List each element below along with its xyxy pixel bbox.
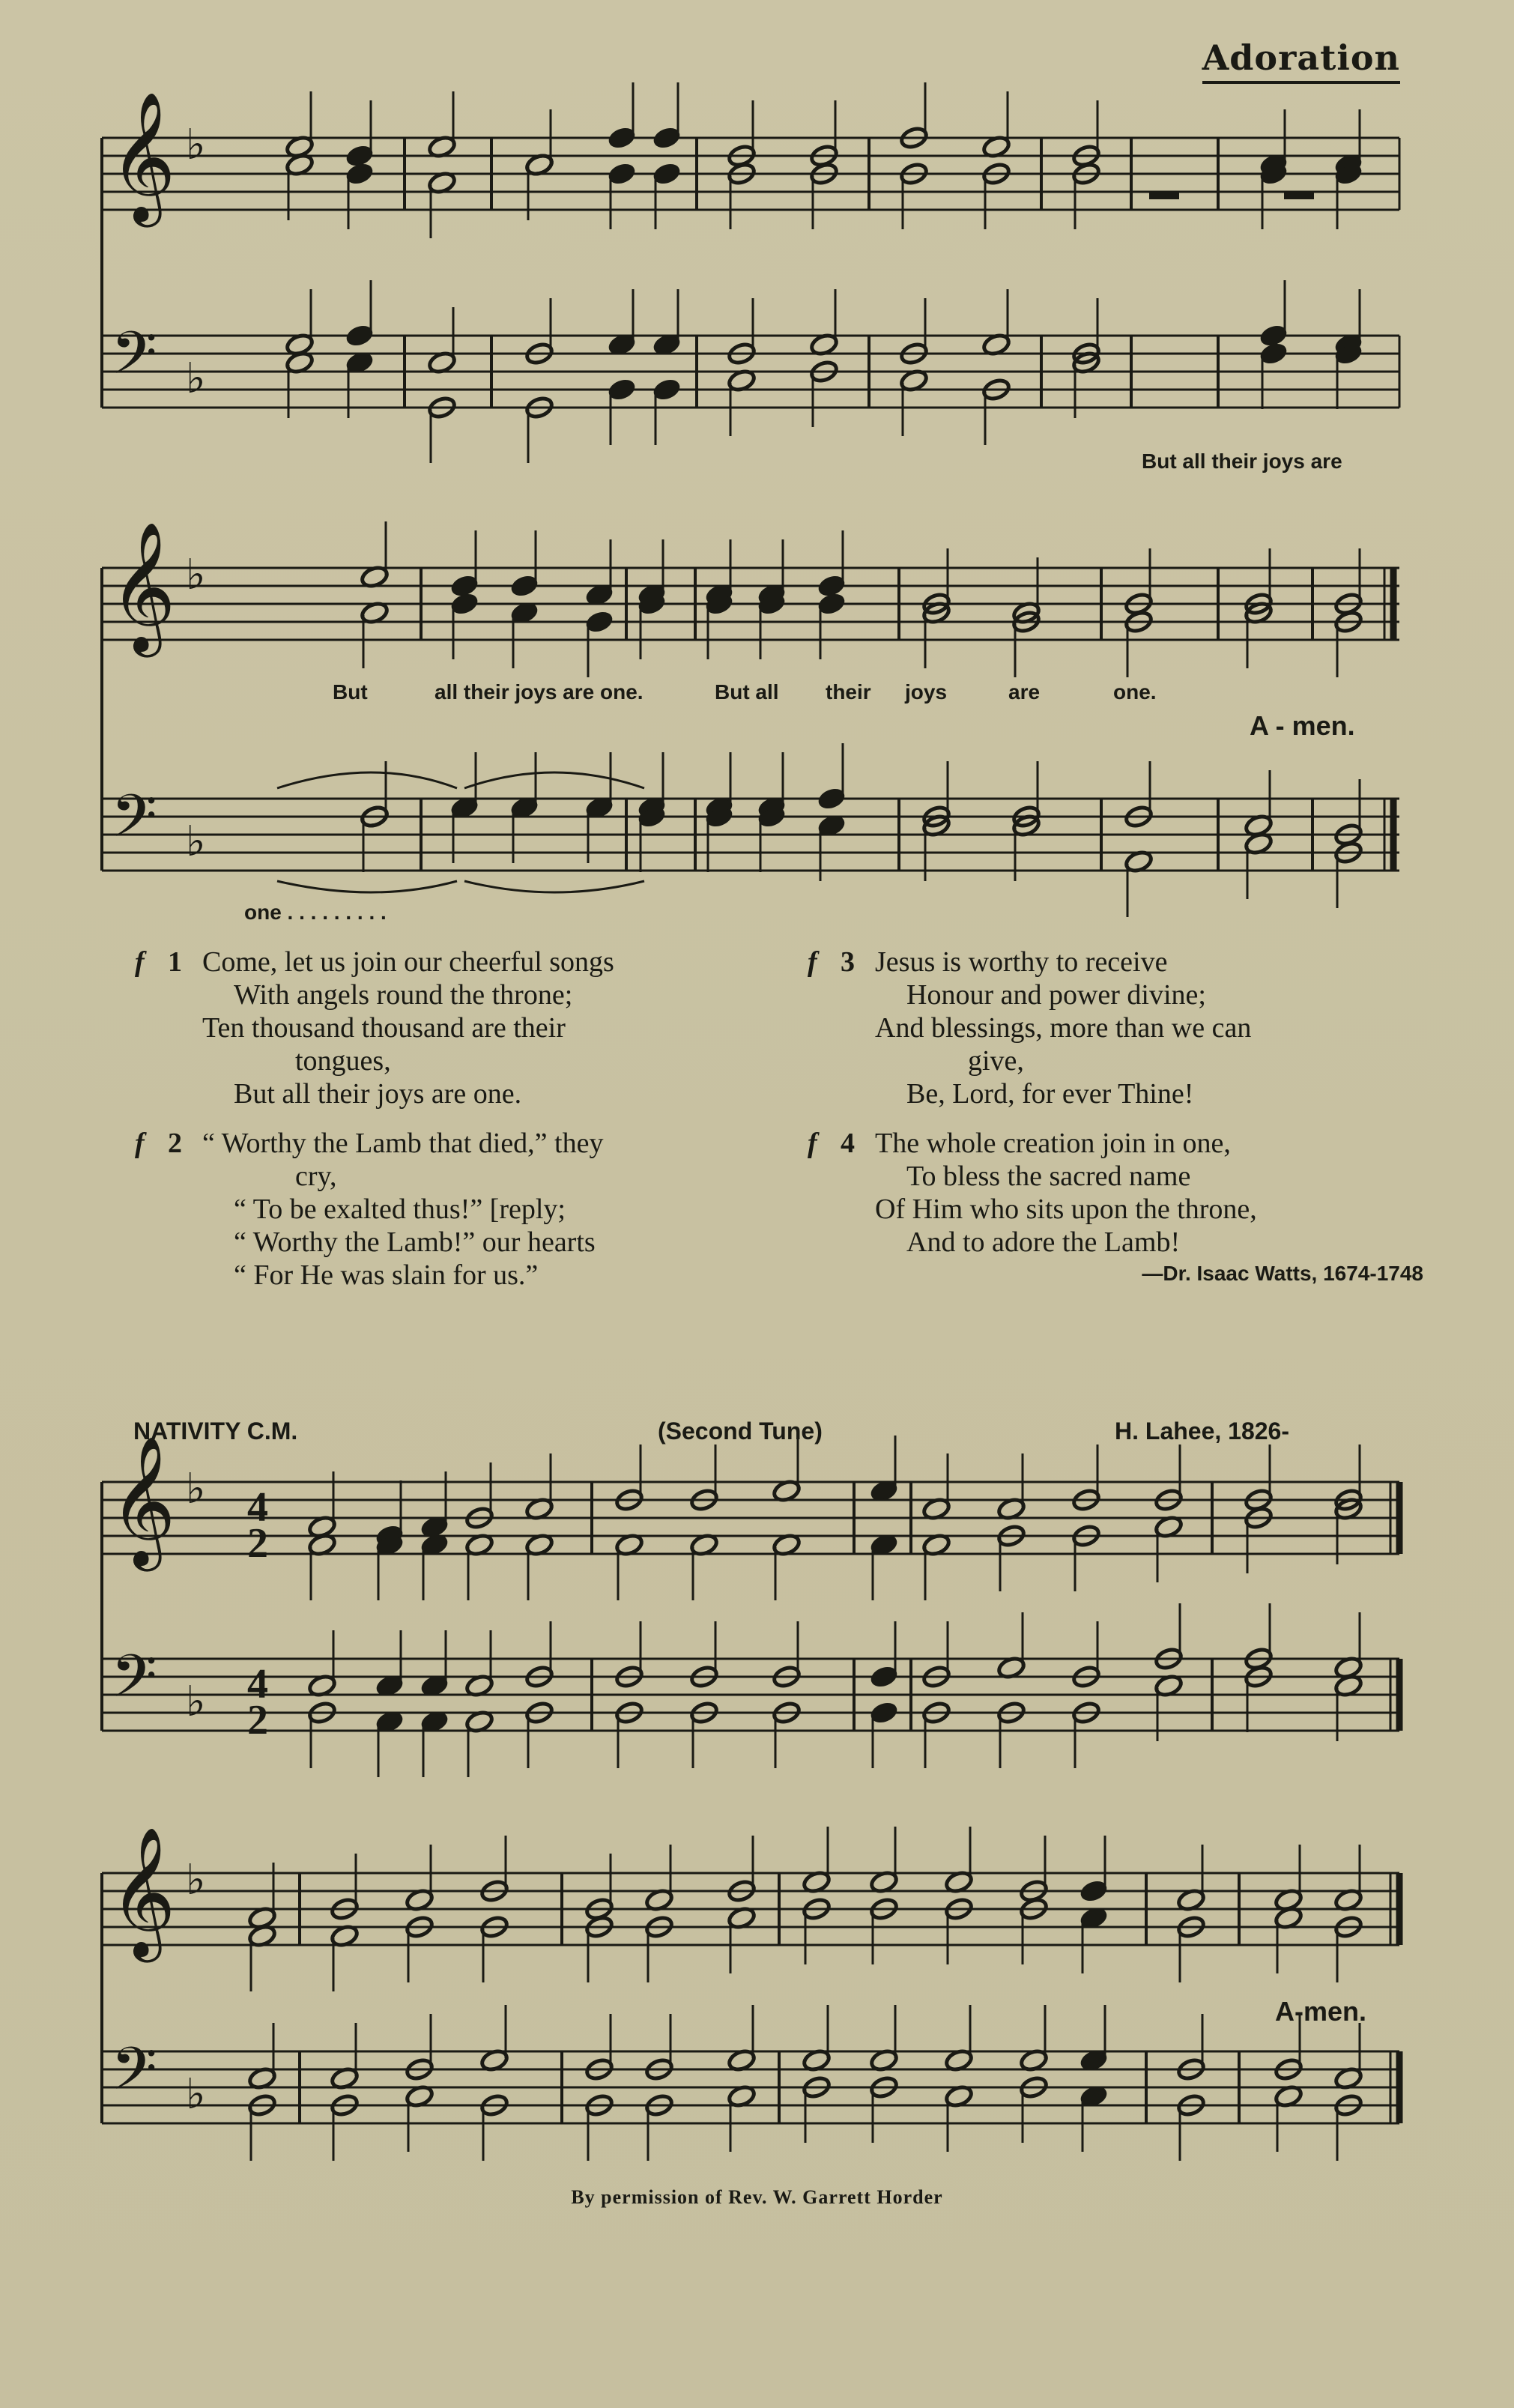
bass-clef: 𝄢 xyxy=(111,781,157,865)
flat-sign: ♭ xyxy=(186,2070,206,2119)
system2-lyric-7: one. xyxy=(1113,680,1157,704)
verse-line: Come, let us join our cheerful songs xyxy=(202,946,614,978)
verse-line: To bless the sacred name xyxy=(906,1161,1191,1192)
flat-sign: ♭ xyxy=(186,1678,206,1726)
stanza-number: 2 xyxy=(168,1128,182,1159)
verse-line: “ Worthy the Lamb!” our hearts xyxy=(234,1226,596,1258)
dynamic-mark: f xyxy=(808,946,817,978)
verse-line: With angels round the throne; xyxy=(234,979,573,1011)
flat-sign: ♭ xyxy=(186,1856,206,1905)
stanza-4 xyxy=(808,1127,1423,1286)
stanza-number: 4 xyxy=(841,1128,855,1159)
dynamic-mark: f xyxy=(135,946,145,978)
time-signature: 2 xyxy=(247,1520,268,1567)
verses-right-column xyxy=(808,946,1423,1302)
verse-line: Honour and power divine; xyxy=(906,979,1206,1011)
system2-lyric-6: are xyxy=(1008,680,1041,704)
verse-line: Be, Lord, for ever Thine! xyxy=(906,1078,1194,1110)
second-tune-header xyxy=(133,1418,1324,1453)
dynamic-mark: f xyxy=(808,1128,817,1159)
tie-arc xyxy=(277,881,457,892)
verse-line: Ten thousand thousand are their xyxy=(202,1012,566,1044)
tune-composer: H. Lahee, 1826- xyxy=(1115,1418,1289,1445)
stanza-number: 1 xyxy=(168,946,182,978)
system2-lyric-1: But xyxy=(333,680,368,704)
time-signature: 4 xyxy=(247,1484,268,1531)
stanza-2 xyxy=(135,1127,734,1292)
bass-clef: 𝄢 xyxy=(111,318,157,402)
tune-label: (Second Tune) xyxy=(658,1418,823,1445)
author-attribution: —Dr. Isaac Watts, 1674-1748 xyxy=(1142,1262,1423,1285)
verse-line: cry, xyxy=(295,1161,337,1192)
time-signature: 2 xyxy=(247,1697,268,1743)
verses-left-column xyxy=(135,946,734,1308)
verse-line: And to adore the Lamb! xyxy=(906,1226,1181,1258)
treble-clef: 𝄞 xyxy=(109,1436,176,1566)
verses xyxy=(135,946,1423,1320)
verse-line: give, xyxy=(968,1045,1024,1077)
bass-clef: 𝄢 xyxy=(111,1642,157,1725)
tune-name: NATIVITY C.M. xyxy=(133,1418,298,1445)
system2-lyric-2: all their joys are one. xyxy=(434,680,644,704)
flat-sign: ♭ xyxy=(186,817,206,866)
permission-note: By permission of Rev. W. Garrett Horder xyxy=(571,2186,943,2208)
system2-bass-lyric: one . . . . . . . . . xyxy=(244,901,387,924)
verse-line: And blessings, more than we can xyxy=(875,1012,1252,1044)
treble-clef: 𝄞 xyxy=(109,91,176,222)
whole-rest xyxy=(1149,192,1179,199)
system2-lyric-3: But all xyxy=(715,680,779,704)
stanza-1 xyxy=(135,946,734,1110)
verse-line: Of Him who sits upon the throne, xyxy=(875,1194,1257,1225)
dynamic-mark: f xyxy=(135,1128,145,1159)
verse-line: The whole creation join in one, xyxy=(875,1128,1231,1159)
flat-sign: ♭ xyxy=(186,121,206,169)
verse-line: Jesus is worthy to receive xyxy=(875,946,1168,978)
verse-line: But all their joys are one. xyxy=(234,1078,522,1110)
flat-sign: ♭ xyxy=(186,1465,206,1513)
verse-line: “ Worthy the Lamb that died,” they xyxy=(202,1128,604,1159)
treble-clef: 𝄞 xyxy=(109,1827,176,1957)
flat-sign: ♭ xyxy=(186,551,206,599)
section-title: Adoration xyxy=(1202,37,1400,84)
stanza-number: 3 xyxy=(841,946,855,978)
stanza-3 xyxy=(808,946,1423,1110)
tie-arc xyxy=(464,772,644,788)
system2-lyric-5: joys xyxy=(905,680,948,704)
verse-line: tongues, xyxy=(295,1045,391,1077)
second-tune-amen: A-men. xyxy=(1275,1996,1367,2027)
verse-line: “ To be exalted thus!” [reply; xyxy=(234,1194,566,1225)
tie-arc xyxy=(277,772,457,788)
whole-rest xyxy=(1284,192,1314,199)
verse-line: “ For He was slain for us.” xyxy=(234,1259,539,1291)
first-tune-amen: A - men. xyxy=(1250,710,1355,741)
flat-sign: ♭ xyxy=(186,354,206,403)
treble-clef: 𝄞 xyxy=(109,521,176,652)
system2-lyric-4: their xyxy=(826,680,871,704)
time-signature: 4 xyxy=(247,1661,268,1707)
tie-arc xyxy=(464,881,644,892)
bass-clef: 𝄢 xyxy=(111,2034,157,2118)
system1-lyric: But all their joys are xyxy=(1142,450,1342,473)
